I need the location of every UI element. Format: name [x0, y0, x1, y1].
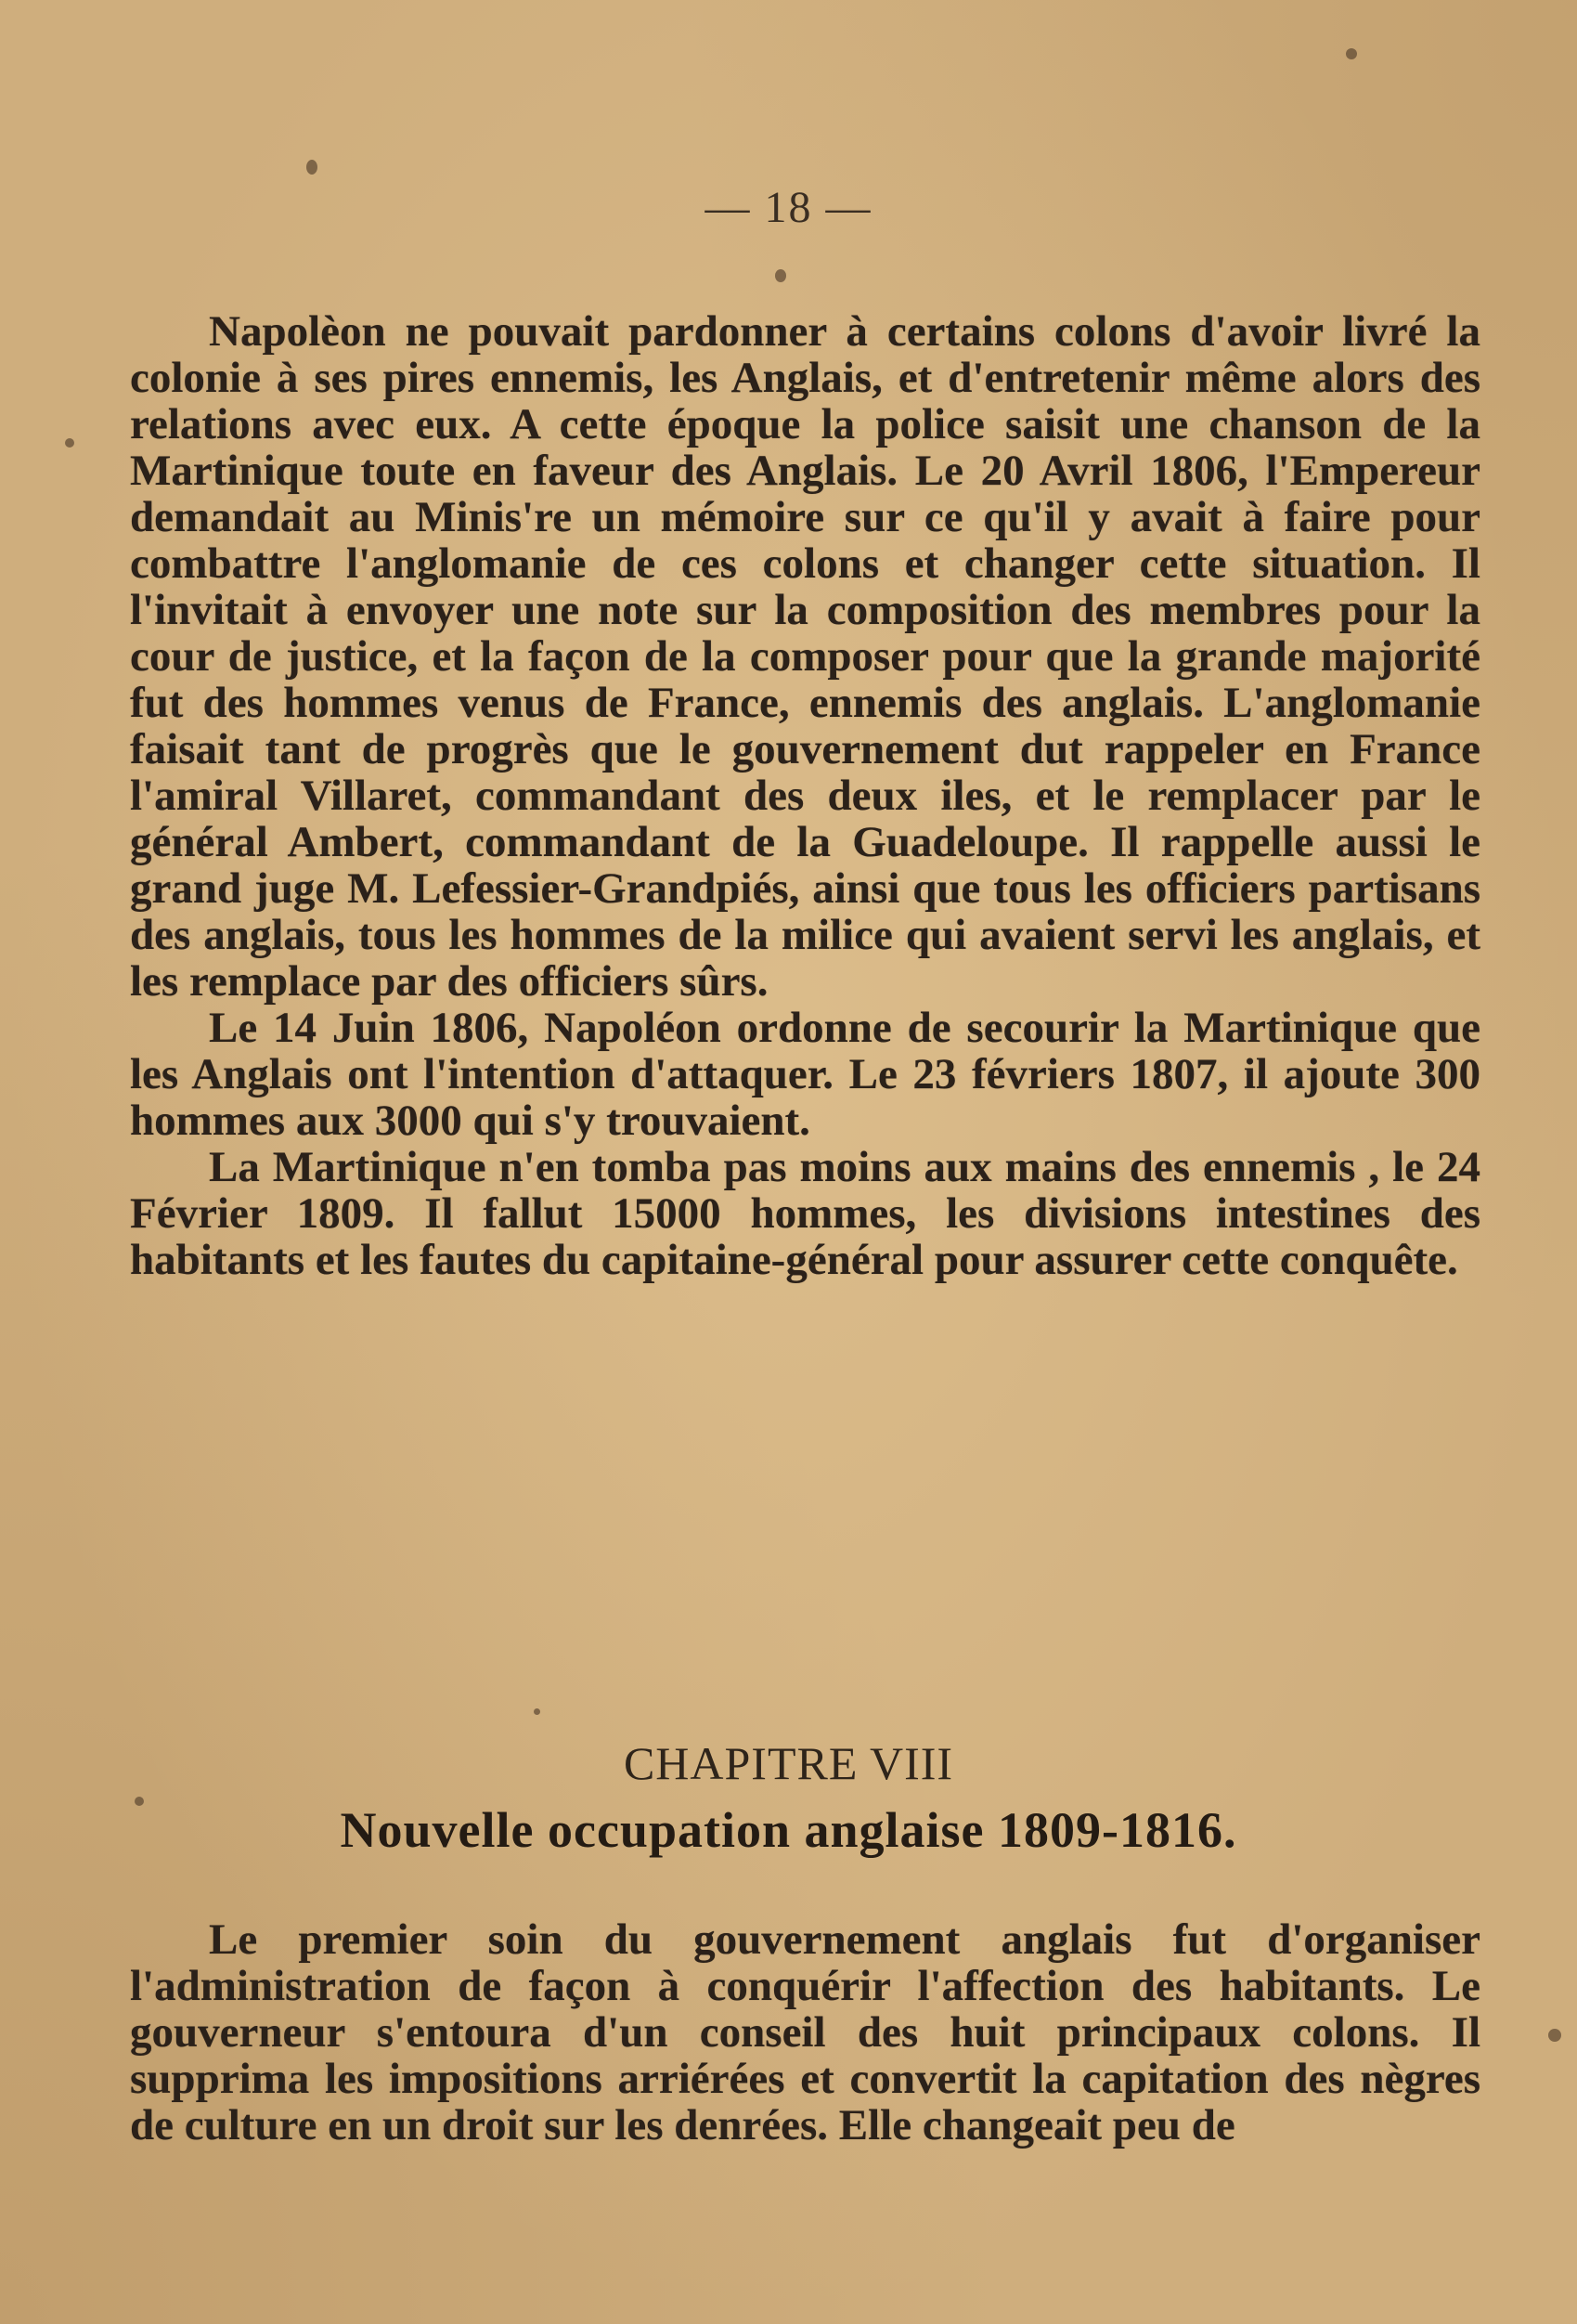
paper-speck	[775, 269, 786, 282]
chapter-title: CHAPITRE VIII	[623, 1737, 954, 1789]
main-text-top	[130, 308, 1480, 1283]
paragraph: Napolèon ne pouvait pardonner à certains colons d'avoir livré la colonie à ses pires ennemis, les Anglais, et d'entretenir même alors des relations avec eux. A cette époque la police saisit une chanson de la Martinique toute en faveur des Anglais. Le 20 Avril 1806, l'Empereur demandait au Minis're un mémoire sur ce qu'il y avait à faire pour combattre l'anglomanie de ces colons et changer cette situation. Il l'invitait à envoyer une note sur la composition des membres pour la cour de justice, et la façon de la composer pour que la grande majorité fut des hommes venus de France, ennemis des anglais. L'anglomanie faisait tant de progrès que le gouvernement dut rappeler en France l'amiral Villaret, commandant des deux iles, et le remplacer par le général Ambert, commandant de la Guadeloupe. Il rappelle aussi le grand juge M. Lefessier-Grandpiés, ainsi que tous les officiers partisans des anglais, tous les hommes de la milice qui avaient servi les anglais, et les remplace par des officiers sûrs.	[130, 307, 1480, 1006]
paper-speck	[1346, 48, 1357, 59]
paper-speck	[306, 160, 317, 175]
paper-speck	[534, 1708, 540, 1715]
paragraph: La Martinique n'en tomba pas moins aux mains des ennemis , le 24 Février 1809. Il fallut 15000 hommes, les divisions intestines des habitants et les fautes du capitaine-général pour assurer cette conquête.	[130, 1143, 1480, 1284]
paper-speck	[65, 438, 74, 448]
paper-speck	[135, 1797, 144, 1806]
paragraph: Le premier soin du gouvernement anglais fut d'organiser l'administration de façon à conquérir l'affection des habitants. Le gouverneur s'entoura d'un conseil des huit principaux colons. Il supprima les impositions arriérées et convertit la capitation des nègres de culture en un droit sur les denrées. Elle changeait peu de	[130, 1915, 1480, 2149]
paragraph: Le 14 Juin 1806, Napoléon ordonne de secourir la Martinique que les Anglais ont l'intention d'attaquer. Le 23 févriers 1807, il ajoute 300 hommes aux 3000 qui s'y trouvaient.	[130, 1004, 1480, 1145]
page-number: — 18 —	[704, 183, 873, 232]
main-text-bottom	[130, 1916, 1480, 2149]
paper-speck	[1548, 2029, 1561, 2042]
chapter-subtitle: Nouvelle occupation anglaise 1809-1816.	[340, 1802, 1237, 1858]
